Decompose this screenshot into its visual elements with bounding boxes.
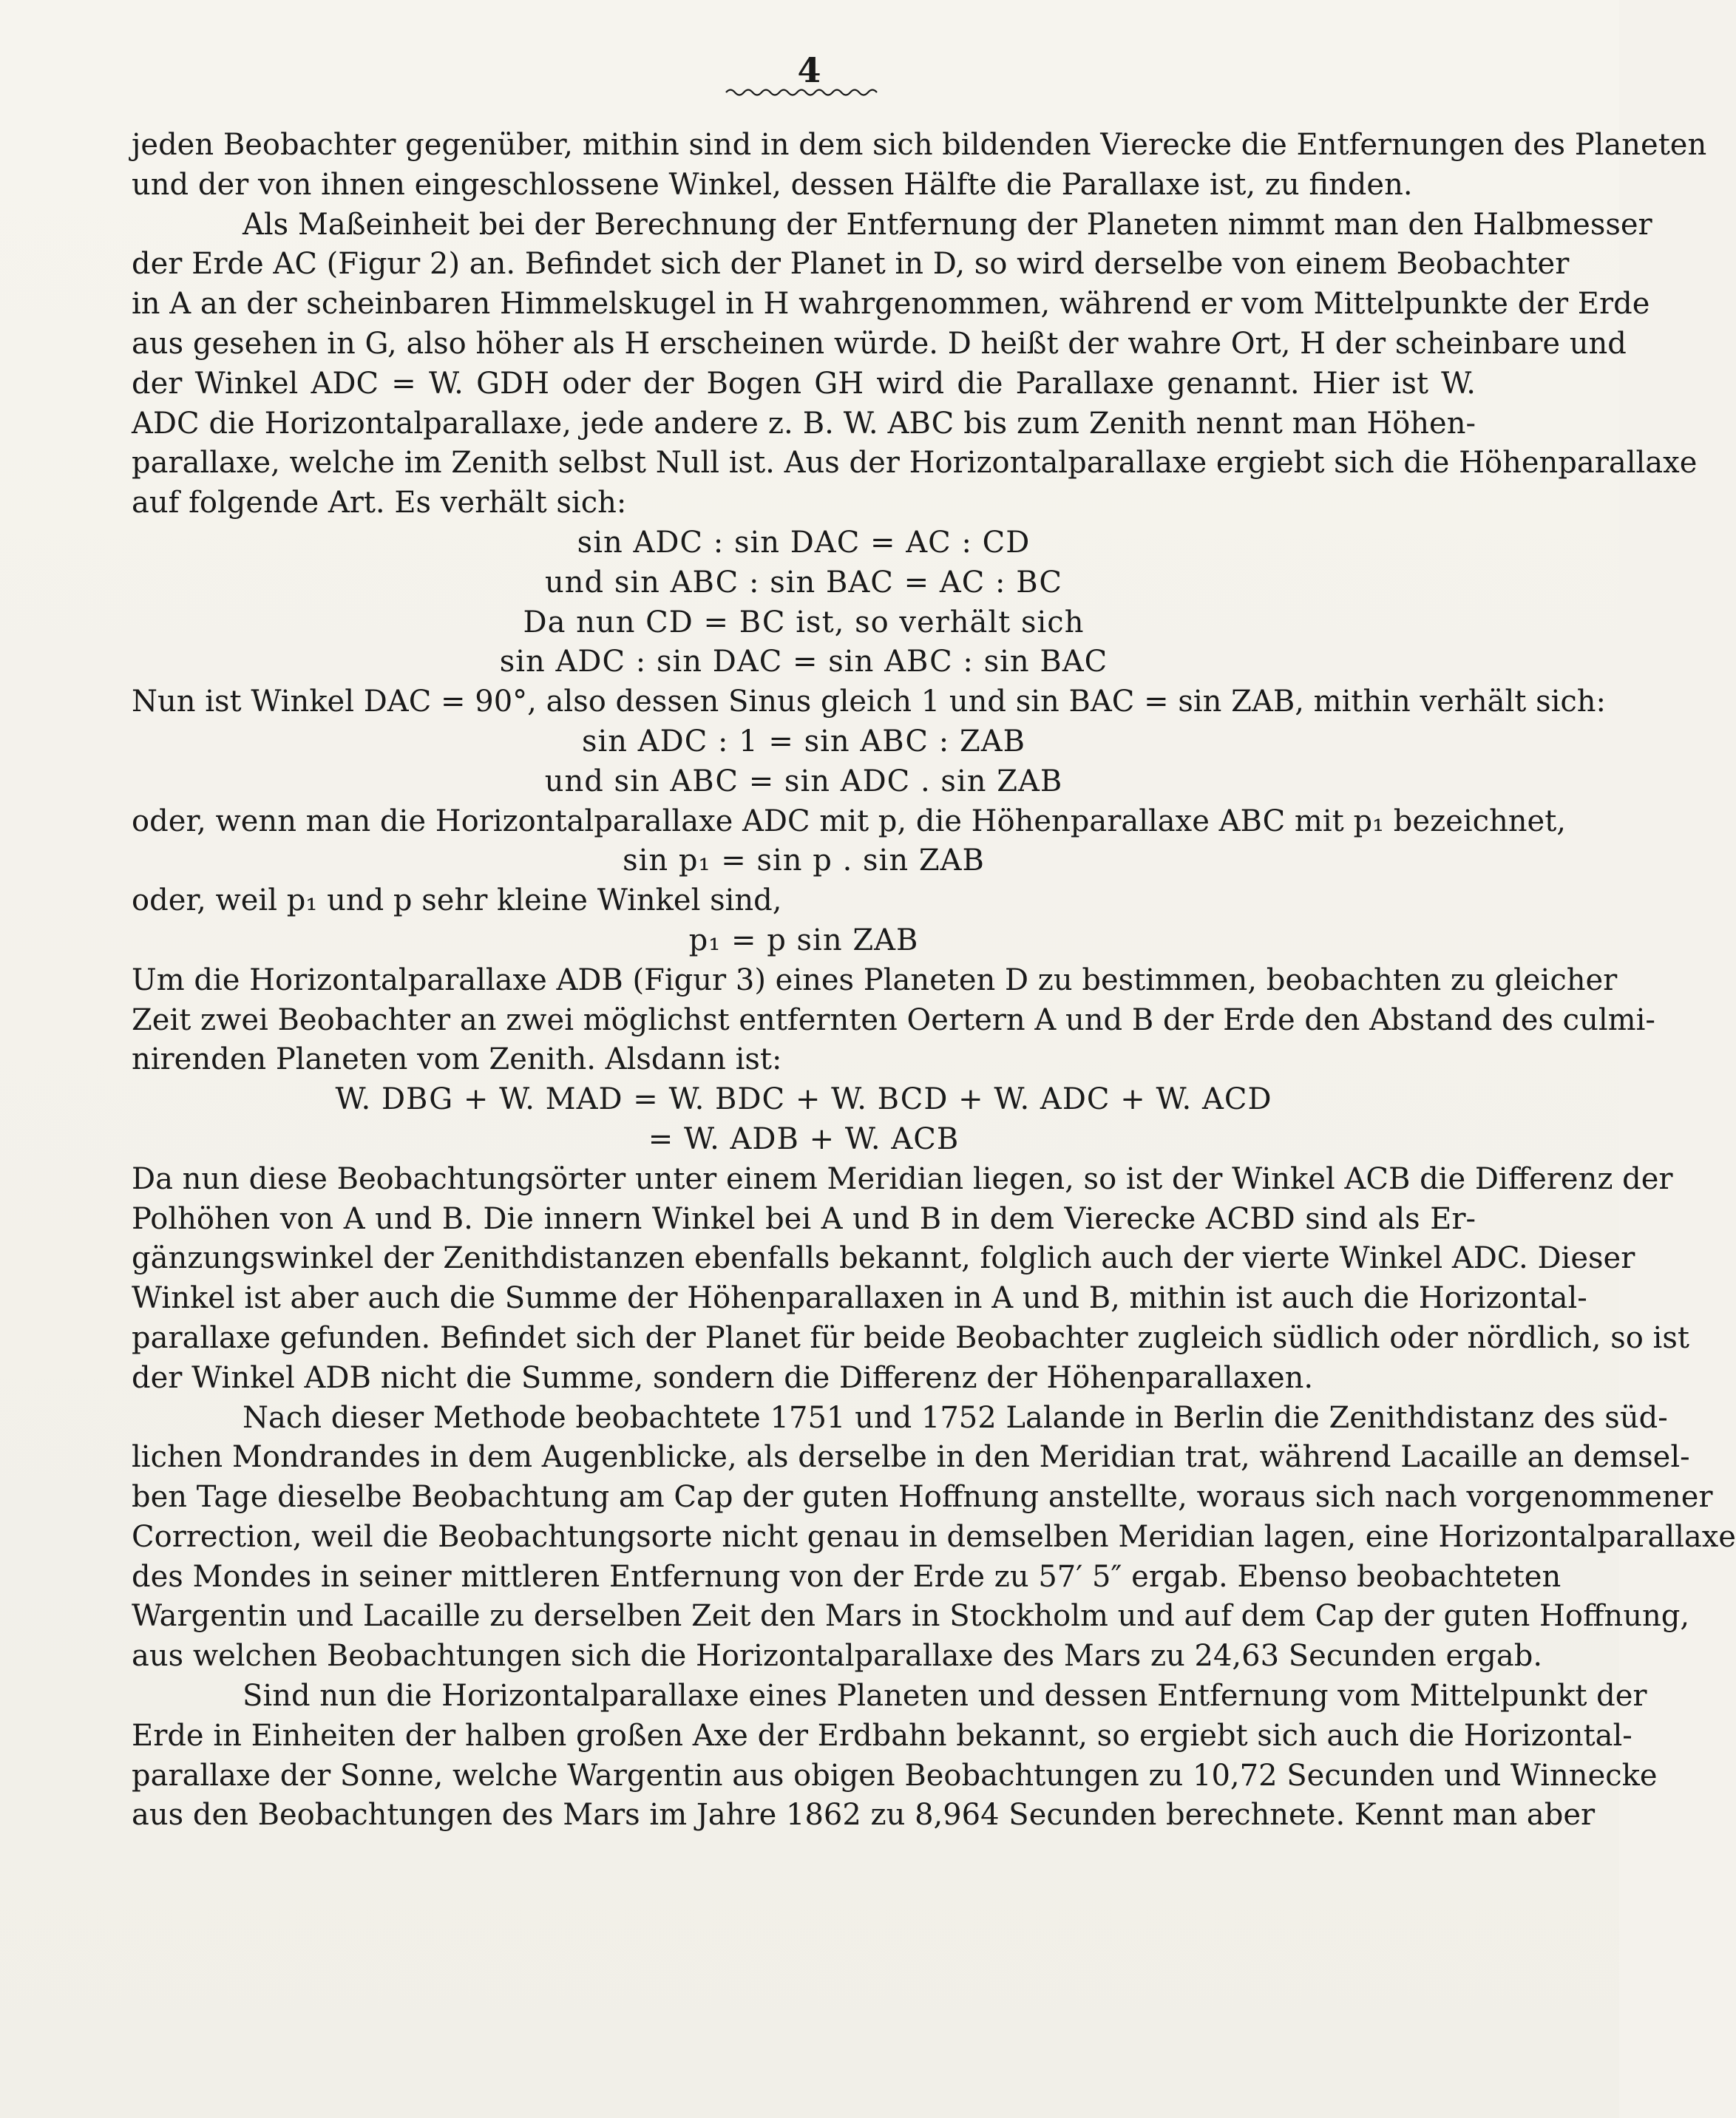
formula-line: sin ADC : 1 = sin ABC : ZAB [581, 724, 1026, 758]
text-line: Erde in Einheiten der halben großen Axe der Erdbahn bekannt, so ergiebt sich auch die Horizontal- [132, 1718, 1632, 1753]
text-line: Nun ist Winkel DAC = 90°, also dessen Sinus gleich 1 und sin BAC = sin ZAB, mithin verhält sich: [132, 685, 1607, 719]
text-line: der Winkel ADC = W. GDH oder der Bogen GH wird die Parallaxe genannt. Hier ist W. [132, 366, 1476, 401]
formula-line: = W. ADB + W. ACB [648, 1121, 960, 1156]
text-line: ADC die Horizontalparallaxe, jede andere z. B. W. ABC bis zum Zenith nennt man Höhen- [132, 406, 1476, 441]
formula-line: sin ADC : sin DAC = AC : CD [577, 525, 1031, 560]
text-line: der Winkel ADB nicht die Summe, sondern die Differenz der Höhenparallaxen. [132, 1360, 1314, 1395]
formula-line: sin p₁ = sin p . sin ZAB [623, 844, 985, 878]
page-number: 4 [797, 50, 822, 90]
text-line: in A an der scheinbaren Himmelskugel in H wahrgenommen, während er vom Mittelpunkte der Erde [132, 287, 1650, 322]
text-line: Sind nun die Horizontalparallaxe eines Planeten und dessen Entfernung vom Mittelpunkt der [243, 1679, 1647, 1714]
text-line: auf folgende Art. Es verhält sich: [132, 486, 627, 520]
text-line: aus gesehen in G, also höher als H erscheinen würde. D heißt der wahre Ort, H der scheinbare und [132, 326, 1627, 361]
wavy-ornament-rule [725, 86, 880, 99]
text-line: aus den Beobachtungen des Mars im Jahre 1862 zu 8,964 Secunden berechnete. Kennt man aber [132, 1798, 1596, 1833]
text-line: parallaxe, welche im Zenith selbst Null ist. Aus der Horizontalparallaxe ergiebt sich die Höhenparallaxe [132, 446, 1698, 481]
text-line: der Erde AC (Figur 2) an. Befindet sich der Planet in D, so wird derselbe von einem Beobachter [132, 247, 1570, 282]
text-line: Da nun diese Beobachtungsörter unter einem Meridian liegen, so ist der Winkel ACB die Differenz der [132, 1161, 1673, 1196]
formula-line: und sin ABC = sin ADC . sin ZAB [544, 764, 1063, 798]
text-line: aus welchen Beobachtungen sich die Horizontalparallaxe des Mars zu 24,63 Secunden ergab. [132, 1639, 1543, 1674]
text-line: Winkel ist aber auch die Summe der Höhenparallaxen in A und B, mithin ist auch die Horizontal- [132, 1281, 1587, 1316]
body-text [132, 126, 1736, 1836]
text-line: oder, wenn man die Horizontalparallaxe ADC mit p, die Höhenparallaxe ABC mit p₁ bezeichnet, [132, 804, 1566, 838]
text-line: Nach dieser Methode beobachtete 1751 und 1752 Lalande in Berlin die Zenithdistanz des süd- [243, 1400, 1668, 1435]
formula-line: sin ADC : sin DAC = sin ABC : sin BAC [499, 645, 1108, 679]
text-line: parallaxe der Sonne, welche Wargentin aus obigen Beobachtungen zu 10,72 Secunden und Winnecke [132, 1758, 1658, 1793]
text-line: parallaxe gefunden. Befindet sich der Planet für beide Beobachter zugleich südlich oder nördlich, so ist [132, 1320, 1689, 1355]
formula-line: p₁ = p sin ZAB [688, 923, 919, 957]
text-line: Correction, weil die Beobachtungsorte nicht genau in demselben Meridian lagen, eine Horizontalparallaxe [132, 1519, 1736, 1554]
text-line: jeden Beobachter gegenüber, mithin sind in dem sich bildenden Vierecke die Entfernungen des Planeten [132, 128, 1707, 162]
text-line: gänzungswinkel der Zenithdistanzen ebenfalls bekannt, folglich auch der vierte Winkel ADC. Dieser [132, 1241, 1635, 1276]
text-line: Als Maßeinheit bei der Berechnung der Entfernung der Planeten nimmt man den Halbmesser [243, 207, 1652, 242]
text-line: und der von ihnen eingeschlossene Winkel, dessen Hälfte die Parallaxe ist, zu finden. [132, 167, 1413, 202]
text-line: des Mondes in seiner mittleren Entfernung von der Erde zu 57′ 5″ ergab. Ebenso beobachteten [132, 1559, 1562, 1594]
text-line: Polhöhen von A und B. Die innern Winkel bei A und B in dem Vierecke ACBD sind als Er- [132, 1201, 1476, 1236]
text-line: Um die Horizontalparallaxe ADB (Figur 3) eines Planeten D zu bestimmen, beobachten zu gleicher [132, 963, 1618, 997]
formula-line: Da nun CD = BC ist, so verhält sich [523, 605, 1085, 639]
text-line: oder, weil p₁ und p sehr kleine Winkel sind, [132, 883, 782, 918]
text-line: Zeit zwei Beobachter an zwei möglichst entfernten Oertern A und B der Erde den Abstand des culmi- [132, 1002, 1655, 1037]
text-line: nirenden Planeten vom Zenith. Alsdann ist: [132, 1042, 782, 1077]
formula-line: W. DBG + W. MAD = W. BDC + W. BCD + W. ADC + W. ACD [335, 1082, 1272, 1117]
formula-line: und sin ABC : sin BAC = AC : BC [545, 565, 1062, 600]
text-line: ben Tage dieselbe Beobachtung am Cap der guten Hoffnung anstellte, woraus sich nach vorgenommener [132, 1480, 1713, 1515]
text-line: lichen Mondrandes in dem Augenblicke, als derselbe in den Meridian trat, während Lacaille an demsel- [132, 1440, 1690, 1475]
text-line: Wargentin und Lacaille zu derselben Zeit den Mars in Stockholm und auf dem Cap der guten Hoffnung, [132, 1599, 1690, 1634]
